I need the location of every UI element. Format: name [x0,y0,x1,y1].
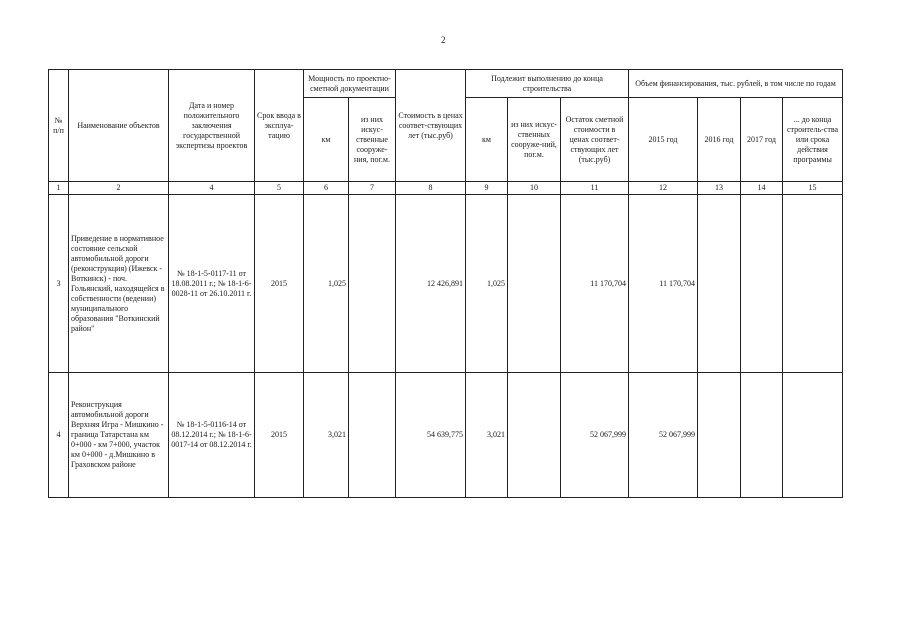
table-row [49,195,843,373]
capacity-km: 3,021 [304,373,349,498]
column-number: 15 [783,182,843,195]
header-cost: Стоимость в ценах соответ-ствующих лет (тыс.руб) [396,70,466,182]
header-commission: Срок ввода в эксплуа-тацию [255,70,304,182]
column-number: 8 [396,182,466,195]
financing-2017 [741,373,783,498]
commission-year: 2015 [255,373,304,498]
expertise-ref: № 18-1-5-0117-11 от 18.08.2011 г.; № 18-1-6-0028-11 от 26.10.2011 г. [169,195,255,373]
financing-2016 [698,195,741,373]
object-name: Приведение в нормативное состояние сельской автомобильной дороги (реконструкция) (Ижевск - Воткинск) - поч. Гольянский, находящейся в собственности (ведении) муниципального образования "Воткинский район" [69,195,169,373]
capacity-km: 1,025 [304,195,349,373]
column-number: 13 [698,182,741,195]
header-name: Наименование объектов [69,70,169,182]
financing-until-end [783,373,843,498]
cost-value: 54 639,775 [396,373,466,498]
header-capacity-structures: из них искус-ственные сооруже-ния, пог.м. [349,98,396,182]
complete-km: 1,025 [466,195,508,373]
column-number: 4 [169,182,255,195]
row-num: 4 [49,373,69,498]
column-number: 2 [69,182,169,195]
header-2017: 2017 год [741,98,783,182]
financing-until-end [783,195,843,373]
header-expertise: Дата и номер положительного заключения государственной экспертизы проектов [169,70,255,182]
header-capacity: Мощность по проектно-сметной документации [304,70,396,98]
column-number: 11 [561,182,629,195]
row-num: 3 [49,195,69,373]
capacity-structures [349,373,396,498]
complete-structures [508,373,561,498]
complete-km: 3,021 [466,373,508,498]
column-number: 14 [741,182,783,195]
capacity-structures [349,195,396,373]
complete-structures [508,195,561,373]
header-capacity-km: км [304,98,349,182]
header-num: № п/п [49,70,69,182]
header-financing: Объем финансирования, тыс. рублей, в том числе по годам [629,70,843,98]
cost-value: 12 426,891 [396,195,466,373]
header-complete-km: км [466,98,508,182]
column-number: 10 [508,182,561,195]
column-number: 12 [629,182,698,195]
column-number: 7 [349,182,396,195]
commission-year: 2015 [255,195,304,373]
financing-2016 [698,373,741,498]
column-number: 5 [255,182,304,195]
page-number: 2 [441,35,446,45]
table-row [49,373,843,498]
header-complete-structures: из них искус-ственных сооруже-ний, пог.м. [508,98,561,182]
header-to-complete: Подлежит выполнению до конца строительства [466,70,629,98]
header-2016: 2016 год [698,98,741,182]
column-number: 6 [304,182,349,195]
header-2015: 2015 год [629,98,698,182]
financing-2017 [741,195,783,373]
financing-table [48,69,843,498]
remaining-value: 52 067,999 [561,373,629,498]
column-number: 9 [466,182,508,195]
column-number: 1 [49,182,69,195]
expertise-ref: № 18-1-5-0116-14 от 08.12.2014 г.; № 18-1-6-0017-14 от 08.12.2014 г. [169,373,255,498]
header-until-end: ... до конца строитель-ства или срока действия программы [783,98,843,182]
financing-2015: 52 067,999 [629,373,698,498]
object-name: Реконструкция автомобильной дороги Верхняя Игра - Мишкино - граница Татарстана км 0+000 - км 7+000, участок км 0+000 - д.Мишкино в Граховском районе [69,373,169,498]
column-number-row [49,182,843,195]
remaining-value: 11 170,704 [561,195,629,373]
header-remaining: Остаток сметной стоимости в ценах соответ-ствующих лет (тыс.руб) [561,98,629,182]
financing-2015: 11 170,704 [629,195,698,373]
